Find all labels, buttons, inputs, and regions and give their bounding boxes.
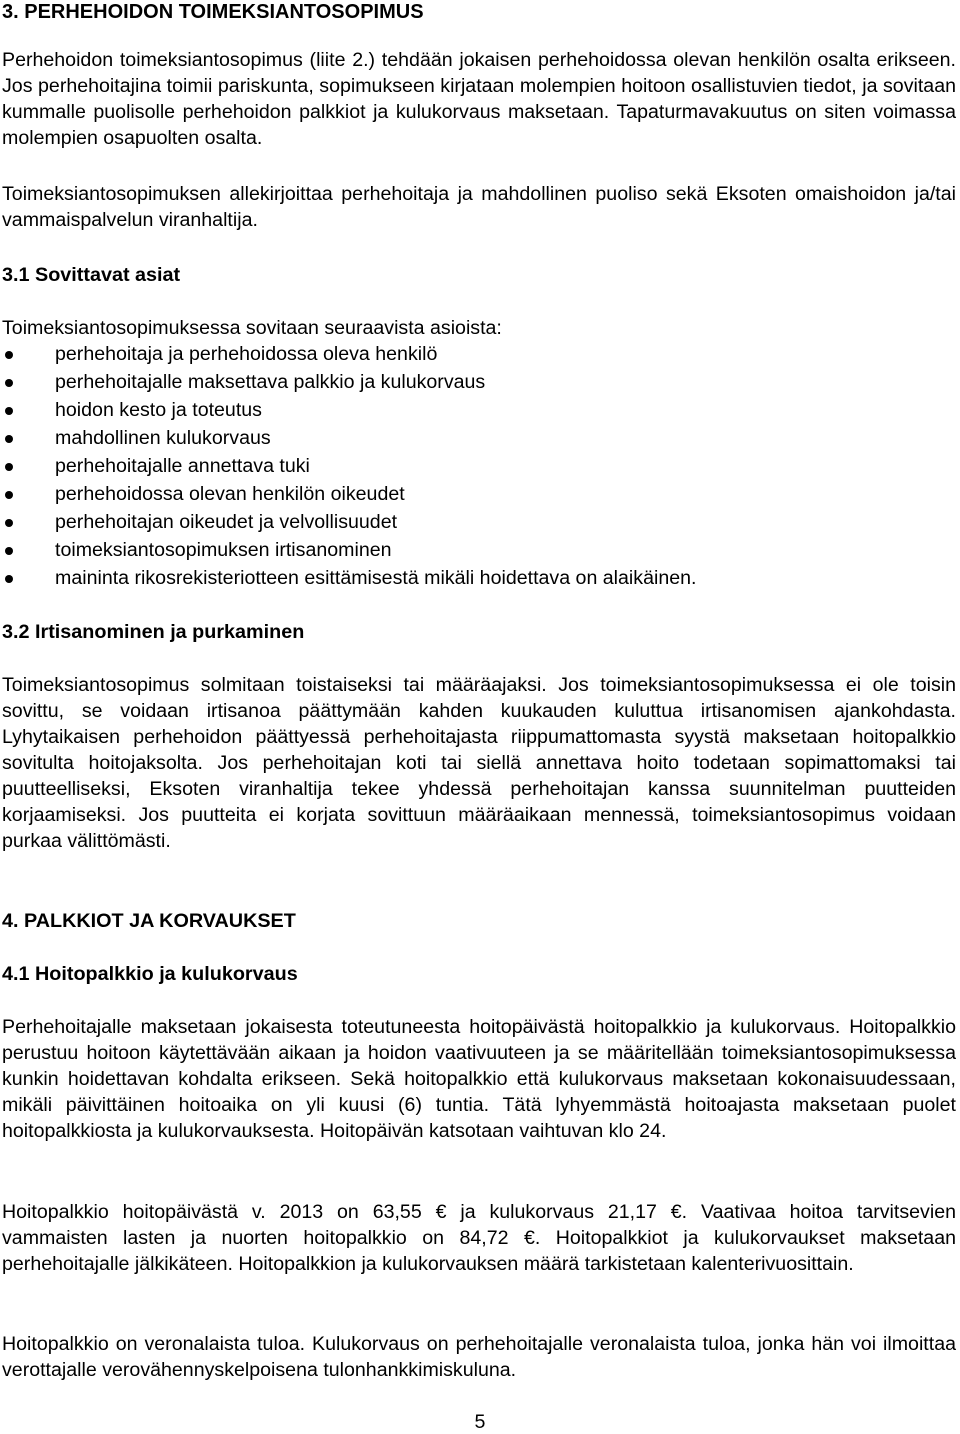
- list-item: perhehoitaja ja perhehoidossa oleva henkilö: [2, 340, 956, 368]
- list-item: perhehoitajalle maksettava palkkio ja kulukorvaus: [2, 368, 956, 396]
- section-4-1-paragraph-1: [2, 1014, 956, 1144]
- section-3-1-intro-text: Toimeksiantosopimuksessa sovitaan seuraavista asioista:: [2, 317, 502, 339]
- section-4-1: [2, 961, 956, 987]
- section-3-paragraph-1: [2, 47, 956, 151]
- bullet-icon: [5, 519, 13, 527]
- section-3-1-heading: 3.1 Sovittavat asiat: [2, 264, 181, 286]
- section-3-1: [2, 262, 956, 288]
- section-4-heading: 4. PALKKIOT JA KORVAUKSET: [2, 910, 296, 932]
- bullet-icon: [5, 351, 13, 359]
- section-3-paragraph-2: [2, 181, 956, 233]
- section-3-2-paragraph: [2, 672, 956, 854]
- bullet-icon: [5, 379, 13, 387]
- section-3-2-paragraph-text: Toimeksiantosopimus solmitaan toistaiseksi tai määräajaksi. Jos toimeksiantosopimuksessa ei ole toisin sovittu, se voidaan irtisanoa päättymään kahden kuukauden kuluttua irtisanomisen ajankohdasta. Lyhytaikaisen perhehoidon päättyessä perhehoitajasta riippumattomasta syystä maksetaan hoitopalkkio sovitulta hoitojaksolta. Jos perhehoitajan koti tai siellä annettava hoito todetaan sopimattomaksi tai puutteelliseksi, Eksoten viranhaltija tekee yhdessä perhehoitajan kanssa suunnitelman puutteiden korjaamiseksi. Jos puutteita ei korjata sovittuun määräaikaan mennessä, toimeksiantosopimus voidaan purkaa välittömästi.: [2, 674, 956, 852]
- section-3-1-intro: [2, 315, 956, 341]
- bullet-icon: [5, 547, 13, 555]
- bullet-list: [2, 340, 956, 592]
- section-4-1-paragraph-2: [2, 1199, 956, 1277]
- list-item: perhehoitajan oikeudet ja velvollisuudet: [2, 508, 956, 536]
- section-3-2: [2, 619, 956, 645]
- bullet-icon: [5, 435, 13, 443]
- bullet-icon: [5, 407, 13, 415]
- section-4: [2, 908, 956, 934]
- list-item: mahdollinen kulukorvaus: [2, 424, 956, 452]
- list-item: maininta rikosrekisteriotteen esittämisestä mikäli hoidettava on alaikäinen.: [2, 564, 956, 592]
- section-4-1-paragraph-3: [2, 1331, 956, 1383]
- section-3-1-list: [2, 340, 956, 592]
- list-item: toimeksiantosopimuksen irtisanominen: [2, 536, 956, 564]
- section-4-1-paragraph-3-text: Hoitopalkkio on veronalaista tuloa. Kulukorvaus on perhehoitajalle veronalaista tuloa, jonka hän voi ilmoittaa verottajalle verovähennyskelpoisena tulonhankkimiskuluna.: [2, 1333, 956, 1381]
- list-item: perhehoitajalle annettava tuki: [2, 452, 956, 480]
- bullet-icon: [5, 575, 13, 583]
- section-4-1-paragraph-2-text: Hoitopalkkio hoitopäivästä v. 2013 on 63,55 € ja kulukorvaus 21,17 €. Vaativaa hoitoa tarvitsevien vammaisten lasten ja nuorten hoitopalkkio on 84,72 €. Hoitopalkkiot ja kulukorvaukset maksetaan perhehoitajalle jälkikäteen. Hoitopalkkion ja kulukorvauksen määrä tarkistetaan kalenterivuosittain.: [2, 1201, 956, 1275]
- list-item: hoidon kesto ja toteutus: [2, 396, 956, 424]
- section-4-1-paragraph-1-text: Perhehoitajalle maksetaan jokaisesta toteutuneesta hoitopäivästä hoitopalkkio ja kulukorvaus. Hoitopalkkio perustuu hoitoon käytettävään aikaan ja hoidon vaativuuteen ja se määritellään toimeksiantosopimuksessa kunkin hoidettavan kohdalta erikseen. Sekä hoitopalkkio että kulukorvaus maksetaan kokonaisuudessaan, mikäli päivittäinen hoitoaika on yli kuusi (6) tuntia. Tätä lyhyemmästä hoitoajasta maksetaan puolet hoitopalkkiosta ja kulukorvauksesta. Hoitopäivän katsotaan vaihtuvan klo 24.: [2, 1016, 956, 1142]
- list-item: perhehoidossa olevan henkilön oikeudet: [2, 480, 956, 508]
- section-4-1-heading: 4.1 Hoitopalkkio ja kulukorvaus: [2, 963, 298, 985]
- section-3-paragraph-2-text: Toimeksiantosopimuksen allekirjoittaa perhehoitaja ja mahdollinen puoliso sekä Eksoten omaishoidon ja/tai vammaispalvelun viranhaltija.: [2, 183, 956, 231]
- page-number: 5: [474, 1411, 486, 1433]
- section-3-paragraph-1-text: Perhehoidon toimeksiantosopimus (liite 2.) tehdään jokaisen perhehoidossa olevan henkilön osalta erikseen. Jos perhehoitajina toimii pariskunta, sopimukseen kirjataan molempien hoitoon osallistuvien tiedot, ja sovitaan kummalle puolisolle perhehoidon palkkiot ja kulukorvaus maksetaan. Tapaturmavakuutus on siten voimassa molempien osapuolten osalta.: [2, 49, 956, 149]
- bullet-icon: [5, 463, 13, 471]
- section-3-heading: 3. PERHEHOIDON TOIMEKSIANTOSOPIMUS: [2, 1, 424, 23]
- bullet-icon: [5, 491, 13, 499]
- section-3-2-heading: 3.2 Irtisanominen ja purkaminen: [2, 621, 305, 643]
